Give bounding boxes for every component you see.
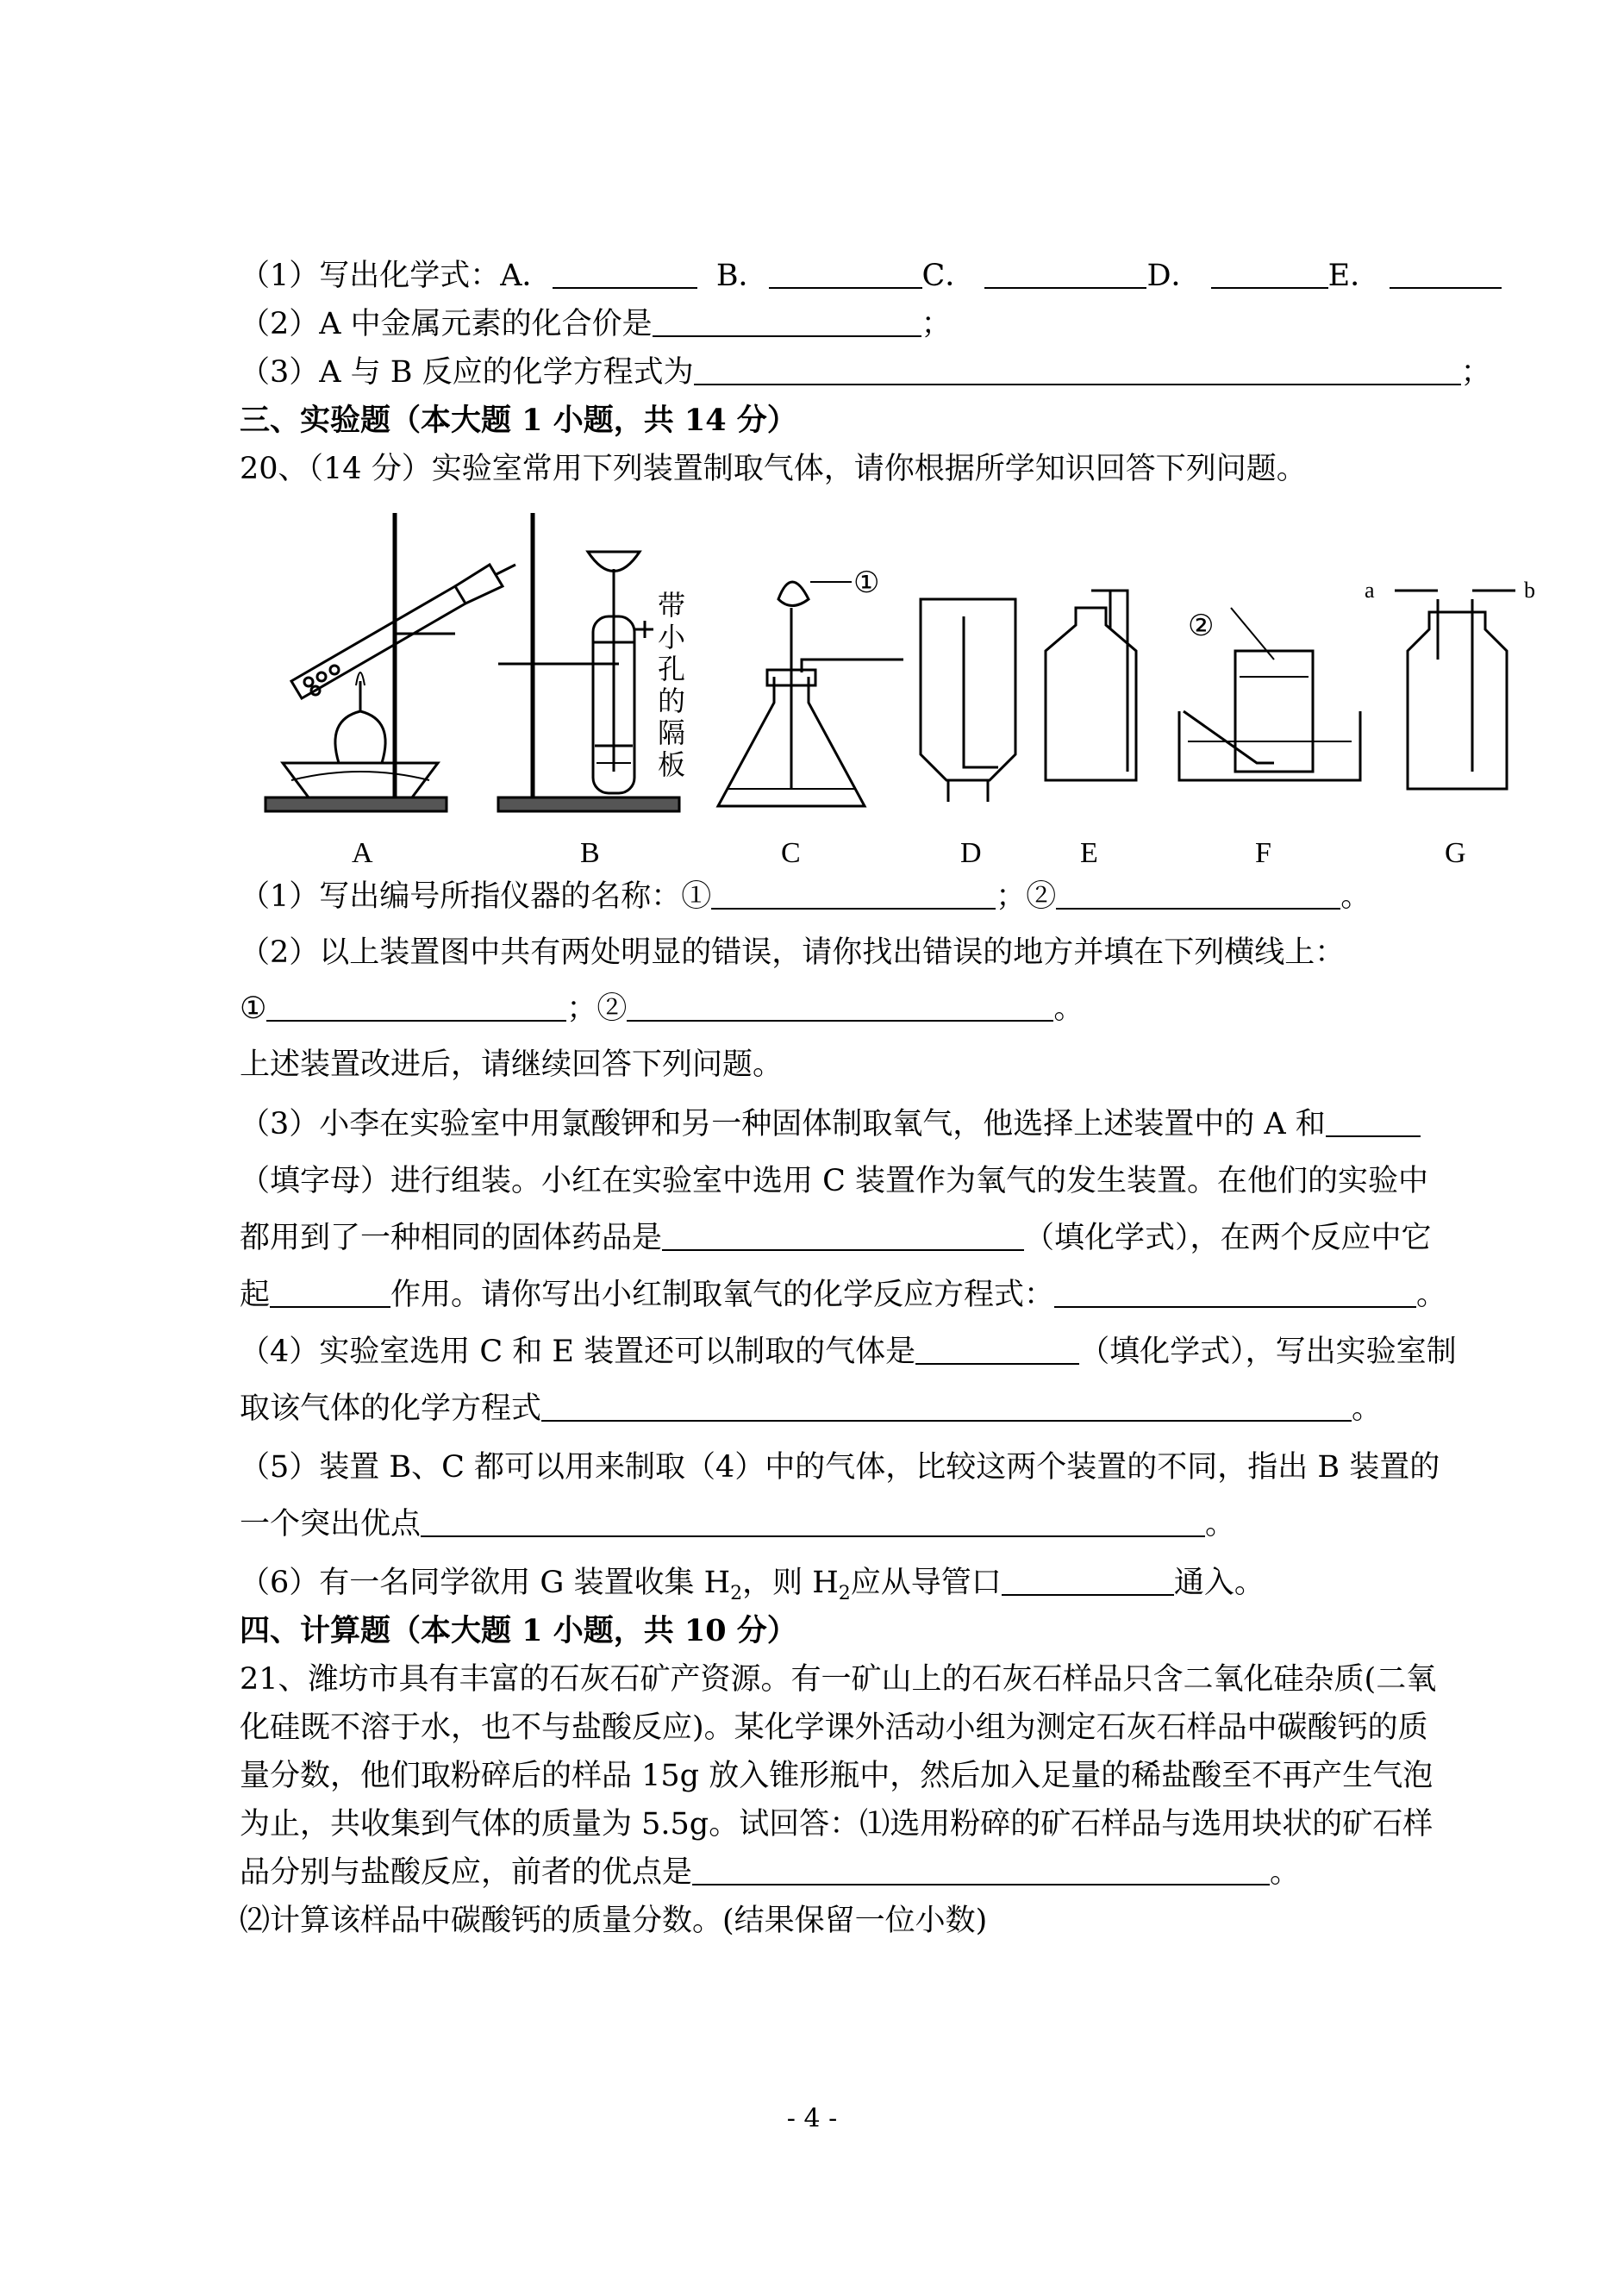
q21-line1: 21、潍坊市具有丰富的石灰石矿产资源。有一矿山上的石灰石样品只含二氧化硅杂质(二氧 xyxy=(240,1662,1437,1697)
label-a: A xyxy=(352,837,373,869)
q19-part3: （3）A 与 B 反应的化学方程式为 ； xyxy=(240,355,1491,390)
apparatus-a xyxy=(265,513,515,811)
answer-blank-apparatus[interactable] xyxy=(1326,1106,1421,1137)
q20-part3-line3: 都用到了一种相同的固体药品是 （填化学式），在两个反应中它 xyxy=(240,1221,1432,1255)
apparatus-d xyxy=(921,599,1015,802)
answer-blank-instrument-2[interactable] xyxy=(1056,879,1340,910)
answer-blank-gas-equation[interactable] xyxy=(541,1391,1352,1422)
label-e: E xyxy=(1080,837,1098,869)
answer-blank-valence[interactable] xyxy=(653,306,921,337)
marker-1: ① xyxy=(853,567,880,599)
q21-line4: 为止，共收集到气体的质量为 5.5g。试回答：⑴选用粉碎的矿石样品与选用块状的矿石样 xyxy=(240,1807,1433,1842)
apparatus-c xyxy=(718,582,903,806)
q20-part2: （2）以上装置图中共有两处明显的错误，请你找出错误的地方并填在下列横线上： xyxy=(240,935,1346,970)
q19-part1: （1）写出化学式：A． B． C． D． E． xyxy=(240,257,1502,295)
q20-part3-line4: 起 作用。请你写出小红制取氧气的化学反应方程式： 。 xyxy=(240,1278,1447,1312)
q19-part2: （2）A 中金属元素的化合价是 ； xyxy=(240,307,952,341)
port-a: a xyxy=(1365,578,1375,603)
svg-text:隔: 隔 xyxy=(658,717,686,748)
page-number: - 4 - xyxy=(786,2104,838,2134)
answer-blank-a[interactable] xyxy=(553,258,697,289)
answer-blank-error-2[interactable] xyxy=(627,991,1053,1022)
port-b: b xyxy=(1524,578,1535,603)
q20-part5-line2: 一个突出优点 。 xyxy=(240,1507,1236,1541)
marker-2: ② xyxy=(1188,610,1215,642)
apparatus-figure xyxy=(240,504,1533,875)
q21-line5: 品分别与盐酸反应，前者的优点是 。 xyxy=(240,1855,1301,1890)
partition-label xyxy=(658,590,686,780)
section-4-title: 四、计算题（本大题 1 小题，共 10 分） xyxy=(240,1613,797,1648)
answer-blank-gas[interactable] xyxy=(915,1334,1079,1365)
q20-part4-line2: 取该气体的化学方程式 。 xyxy=(240,1391,1383,1426)
q20-part6: （6）有一名同学欲用 G 装置收集 $H_2$，则 $H_2$应从导管口 通入。 xyxy=(240,1566,1265,1604)
q20-part3-line1: （3）小李在实验室中用氯酸钾和另一种固体制取氧气，他选择上述装置中的 A 和 xyxy=(240,1105,1421,1143)
q20-part4-line1: （4）实验室选用 C 和 E 装置还可以制取的气体是 （填化学式），写出实验室制 xyxy=(240,1335,1457,1369)
answer-blank-b[interactable] xyxy=(769,258,922,289)
svg-text:小: 小 xyxy=(658,622,686,653)
answer-blank-equation[interactable] xyxy=(694,354,1461,385)
answer-blank-inlet[interactable] xyxy=(1002,1565,1174,1596)
q20-part3-line2: （填字母）进行组装。小红在实验室中选用 C 装置作为氧气的发生装置。在他们的实验中 xyxy=(240,1164,1429,1198)
answer-blank-oxygen-equation[interactable] xyxy=(1054,1277,1416,1308)
answer-blank-common-reagent[interactable] xyxy=(662,1220,1024,1251)
q20-part1: （1）写出编号所指仪器的名称：① ；② 。 xyxy=(240,879,1371,914)
q20-after-note: 上述装置改进后，请继续回答下列问题。 xyxy=(240,1047,784,1082)
section-3-title: 三、实验题（本大题 1 小题，共 14 分） xyxy=(240,403,797,438)
q20-part2-blanks: ① ；② 。 xyxy=(240,991,1084,1026)
answer-blank-e[interactable] xyxy=(1390,258,1502,289)
apparatus-g xyxy=(1395,591,1515,789)
q21-line6: ⑵计算该样品中碳酸钙的质量分数。(结果保留一位小数) xyxy=(240,1904,988,1938)
svg-text:的: 的 xyxy=(658,685,686,716)
apparatus-b xyxy=(498,513,679,811)
answer-blank-role[interactable] xyxy=(270,1277,390,1308)
answer-blank-c[interactable] xyxy=(984,258,1146,289)
q20-part5-line1: （5）装置 B、C 都可以用来制取（4）中的气体，比较这两个装置的不同，指出 B 装置的 xyxy=(240,1450,1440,1485)
q21-line2: 化硅既不溶于水，也不与盐酸反应)。某化学课外活动小组为测定石灰石样品中碳酸钙的质 xyxy=(240,1710,1428,1745)
svg-text:板: 板 xyxy=(658,749,686,780)
answer-blank-powder-advantage[interactable] xyxy=(692,1854,1270,1885)
label-f: F xyxy=(1255,837,1271,869)
label-c: C xyxy=(781,837,801,869)
label-b: B xyxy=(580,837,600,869)
label-g: G xyxy=(1445,837,1466,869)
answer-blank-error-1[interactable] xyxy=(266,991,566,1022)
svg-text:带: 带 xyxy=(658,590,686,621)
svg-text:孔: 孔 xyxy=(658,653,686,685)
answer-blank-instrument-1[interactable] xyxy=(711,879,996,910)
answer-blank-d[interactable] xyxy=(1211,258,1328,289)
q21-line3: 量分数，他们取粉碎后的样品 15g 放入锥形瓶中，然后加入足量的稀盐酸至不再产生气泡 xyxy=(240,1759,1433,1793)
answer-blank-advantage[interactable] xyxy=(421,1506,1205,1537)
label-d: D xyxy=(960,837,982,869)
apparatus-e xyxy=(1046,591,1136,780)
q20-intro: 20、（14 分）实验室常用下列装置制取气体，请你根据所学知识回答下列问题。 xyxy=(240,452,1307,486)
